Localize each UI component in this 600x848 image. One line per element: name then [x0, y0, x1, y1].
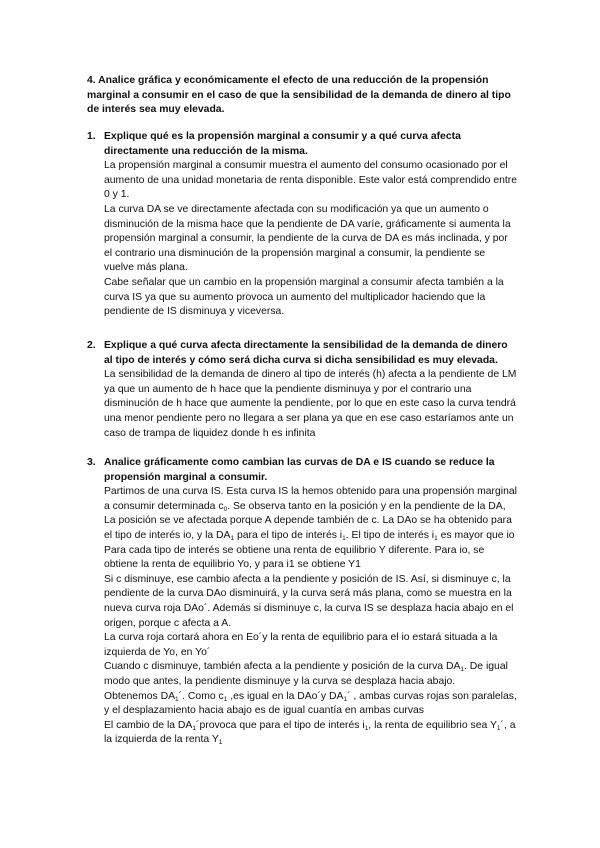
question-1-answer: [104, 159, 517, 320]
question-2-number: 2.: [87, 340, 96, 351]
question-3: [87, 456, 517, 748]
question-2-heading: Explique a qué curva afecta directamente la sensibilidad de la demanda de dinero al tipo de interés y cómo será dicha curva si dicha sensibilidad es muy elevada.: [104, 340, 508, 366]
question-2-answer: [104, 368, 517, 441]
answer-paragraph: Partimos de una curva IS. Esta curva IS la hemos obtenido para una propensión marginal a consumir determinada $c_0$. Se observa tanto en la posición y en la pendiente de la DA, La posición se ve afectada porque A depende también de c. La DAo se ha obtenido para el tipo de interés io, y la $DA_1$ para el tipo de interés $i_1$. El tipo de interés $i_1$ es mayor que io: [104, 486, 517, 542]
question-1: [87, 130, 517, 320]
answer-paragraph: Si c disminuye, ese cambio afecta a la pendiente y posición de IS. Así, si disminuye c, la pendiente de la curva DAo disminuirá, y la curva será más plana, como se muestra en la nueva curva roja DAo´. Además si disminuye c, la curva IS se desplaza hacia abajo en el origen, porque c afecta a A.: [104, 573, 514, 629]
answer-paragraph: La propensión marginal a consumir muestra el aumento del consumo ocasionado por el aumento de una unidad monetaria de renta disponible. Este valor está comprendido entre 0 y 1.: [104, 160, 518, 201]
answer-paragraph: Cabe señalar que un cambio en la propensión marginal a consumir afecta también a la curva IS ya que su aumento provoca un aumento del multiplicador haciendo que la pendiente de IS disminuya y viceversa.: [104, 276, 504, 318]
answer-paragraph: Para cada tipo de interés se obtiene una renta de equilibrio Y diferente. Para io, se obtiene la renta de equilibrio Yo, y para i1 se obtiene Y1: [104, 544, 485, 571]
question-3-number: 3.: [87, 457, 96, 468]
question-3-answer: [104, 485, 517, 748]
answer-paragraph: Obtenemos $DA_1´$. Como $c_1$ ,es igual en la DAo´y $DA_1´$ , ambas curvas rojas son paralelas, y el desplazamiento hacia abajo es de igual cuantía en ambas curvas: [104, 690, 517, 717]
question-1-heading: Explique qué es la propensión marginal a consumir y a qué curva afecta directamente una reducción de la misma.: [104, 131, 461, 157]
answer-paragraph: Cuando c disminuye, también afecta a la pendiente y posición de la curva $DA_1$. De igual modo que antes, la pendiente disminuye y la curva se desplaza hacia abajo.: [104, 661, 508, 687]
exercise-title: 4. Analice gráfica y económicamente el efecto de una reducción de la propensión marginal a consumir en el caso de que la sensibilidad de la demanda de dinero al tipo de interés sea muy elevada.: [87, 75, 511, 116]
answer-paragraph: La curva roja cortará ahora en Eo´y la renta de equilibrio para el io estará situada a la izquierda de Yo, en Yo´: [104, 632, 498, 658]
answer-paragraph: La sensibilidad de la demanda de dinero al tipo de interés (h) afecta a la pendiente de LM ya que un aumento de h hace que la pendiente disminuya y por el contrario una disminución de h hace que aumente la pendiente, por lo que en este caso la curva tendrá una menor pendiente pero no llegara a ser plana ya que en ese caso estaríamos ante un caso de trampa de liquidez donde h es infinita: [104, 369, 517, 439]
question-3-heading: Analice gráficamente como cambian las curvas de DA e IS cuando se reduce la propensión marginal a consumir.: [104, 457, 495, 483]
question-2: [87, 339, 517, 441]
answer-paragraph: El cambio de la $DA_1´provoca$ que para el tipo de interés $i_1$, la renta de equilibrio sea $Y_1´$, a la izquierda de la renta $Y_1$: [104, 719, 516, 747]
question-1-number: 1.: [87, 131, 96, 142]
answer-paragraph: La curva DA se ve directamente afectada con su modificación ya que un aumento o disminución de la misma hace que la pendiente de DA varíe, gráficamente si aumenta la propensión marginal a consumir, la pendiente de la curva de DA es más inclinada, y por el contrario una disminución de la propensión marginal a consumir, la pendiente se vuelve más plana.: [104, 203, 511, 274]
